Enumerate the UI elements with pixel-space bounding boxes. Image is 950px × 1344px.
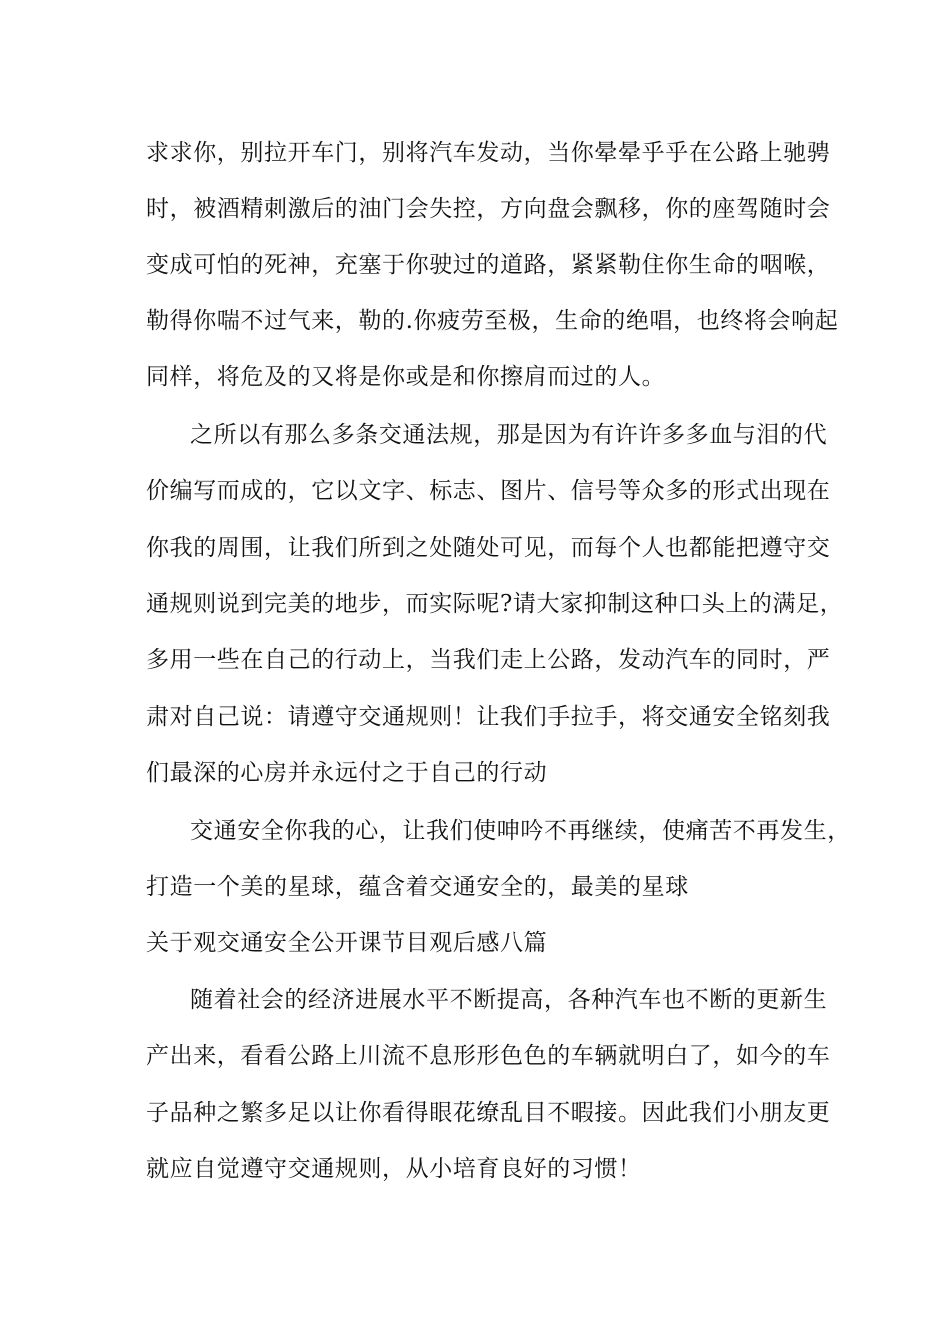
paragraph-line: 勒得你喘不过气来，勒的.你疲劳至极，生命的绝唱，也终将会响起 bbox=[146, 308, 839, 334]
paragraph-line: 通规则说到完美的地步，而实际呢?请大家抑制这种口头上的满足， bbox=[146, 591, 844, 617]
paragraph-line: 时，被酒精刺激后的油门会失控，方向盘会飘移，你的座驾随时会 bbox=[146, 196, 831, 222]
paragraph-line: 同样，将危及的又将是你或是和你擦肩而过的人。 bbox=[146, 364, 666, 390]
paragraph-line: 就应自觉遵守交通规则，从小培育良好的习惯！ bbox=[146, 1156, 642, 1182]
paragraph-line: 肃对自己说：请遵守交通规则！让我们手拉手，将交通安全铭刻我 bbox=[146, 704, 831, 730]
paragraph-line: 之所以有那么多条交通法规，那是因为有许许多多血与泪的代 bbox=[190, 422, 828, 448]
paragraph-line: 你我的周围，让我们所到之处随处可见，而每个人也都能把遵守交 bbox=[146, 535, 831, 561]
paragraph-line: 变成可怕的死神，充塞于你驶过的道路，紧紧勒住你生命的咽喉， bbox=[146, 252, 831, 278]
paragraph-line: 打造一个美的星球，蕴含着交通安全的，最美的星球 bbox=[146, 874, 689, 900]
paragraph-line: 子品种之繁多足以让你看得眼花缭乱目不暇接。因此我们小朋友更 bbox=[146, 1100, 831, 1126]
paragraph-line: 交通安全你我的心，让我们使呻吟不再继续，使痛苦不再发生， bbox=[190, 818, 851, 844]
paragraph-line: 求求你，别拉开车门，别将汽车发动，当你晕晕乎乎在公路上驰骋 bbox=[146, 140, 831, 166]
paragraph-line: 随着社会的经济进展水平不断提高，各种汽车也不断的更新生 bbox=[190, 987, 828, 1013]
paragraph-line: 价编写而成的，它以文字、标志、图片、信号等众多的形式出现在 bbox=[146, 478, 831, 504]
paragraph-line: 们最深的心房并永远付之于自己的行动 bbox=[146, 760, 548, 786]
section-heading: 关于观交通安全公开课节目观后感八篇 bbox=[146, 930, 548, 956]
paragraph-line: 多用一些在自己的行动上，当我们走上公路，发动汽车的同时，严 bbox=[146, 647, 831, 673]
paragraph-line: 产出来，看看公路上川流不息形形色色的车辆就明白了，如今的车 bbox=[146, 1043, 831, 1069]
